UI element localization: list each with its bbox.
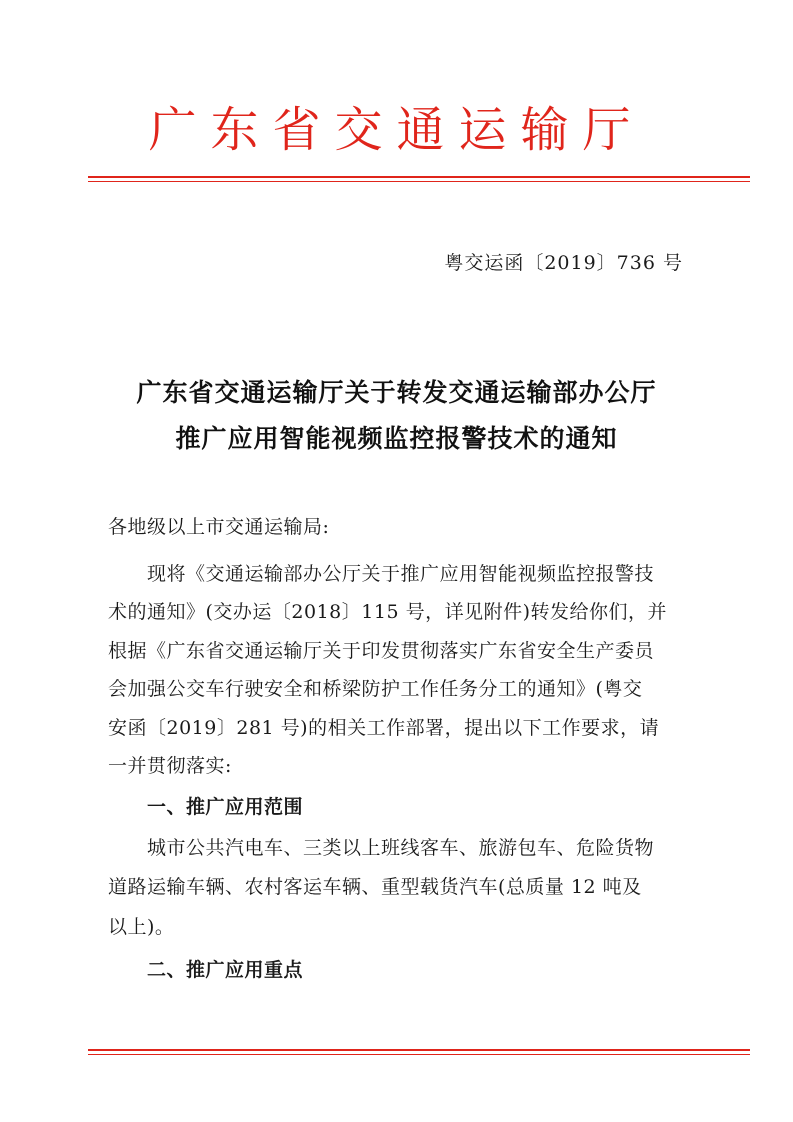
- paragraph-1-line-2: 术的通知》(交办运〔2018〕115 号，详见附件)转发给你们，并: [108, 601, 667, 623]
- section-1-heading: 一、推广应用范围: [108, 796, 304, 818]
- paragraph-1-line-4: 会加强公交车行驶安全和桥梁防护工作任务分工的通知》(粤交: [108, 678, 643, 700]
- document-number: 粤交运函〔2019〕736 号: [444, 252, 683, 274]
- header-red-rule-thin: [88, 181, 750, 182]
- document-title-line-2: 推广应用智能视频监控报警技术的通知: [175, 424, 618, 453]
- section-1-line-2: 道路运输车辆、农村客运车辆、重型载货汽车(总质量 12 吨及: [108, 876, 642, 898]
- paragraph-1-line-5: 安函〔2019〕281 号)的相关工作部署，提出以下工作要求，请: [108, 717, 660, 739]
- paragraph-1-line-6: 一并贯彻落实:: [108, 755, 232, 777]
- salutation: 各地级以上市交通运输局:: [108, 516, 330, 538]
- document-title-line-1: 广东省交通运输厅关于转发交通运输部办公厅: [136, 378, 657, 407]
- section-2-heading: 二、推广应用重点: [108, 959, 304, 981]
- footer-red-rule-thin: [88, 1054, 750, 1055]
- footer-red-rule: [88, 1049, 750, 1051]
- paragraph-1-line-3: 根据《广东省交通运输厅关于印发贯彻落实广东省安全生产委员: [108, 640, 655, 662]
- header-red-rule: [88, 176, 750, 178]
- paragraph-1-line-1: 现将《交通运输部办公厅关于推广应用智能视频监控报警技: [108, 563, 655, 585]
- section-1-line-3: 以上)。: [108, 916, 175, 938]
- agency-header-title: 广东省交通运输厅: [148, 102, 645, 158]
- section-1-line-1: 城市公共汽电车、三类以上班线客车、旅游包车、危险货物: [108, 837, 655, 859]
